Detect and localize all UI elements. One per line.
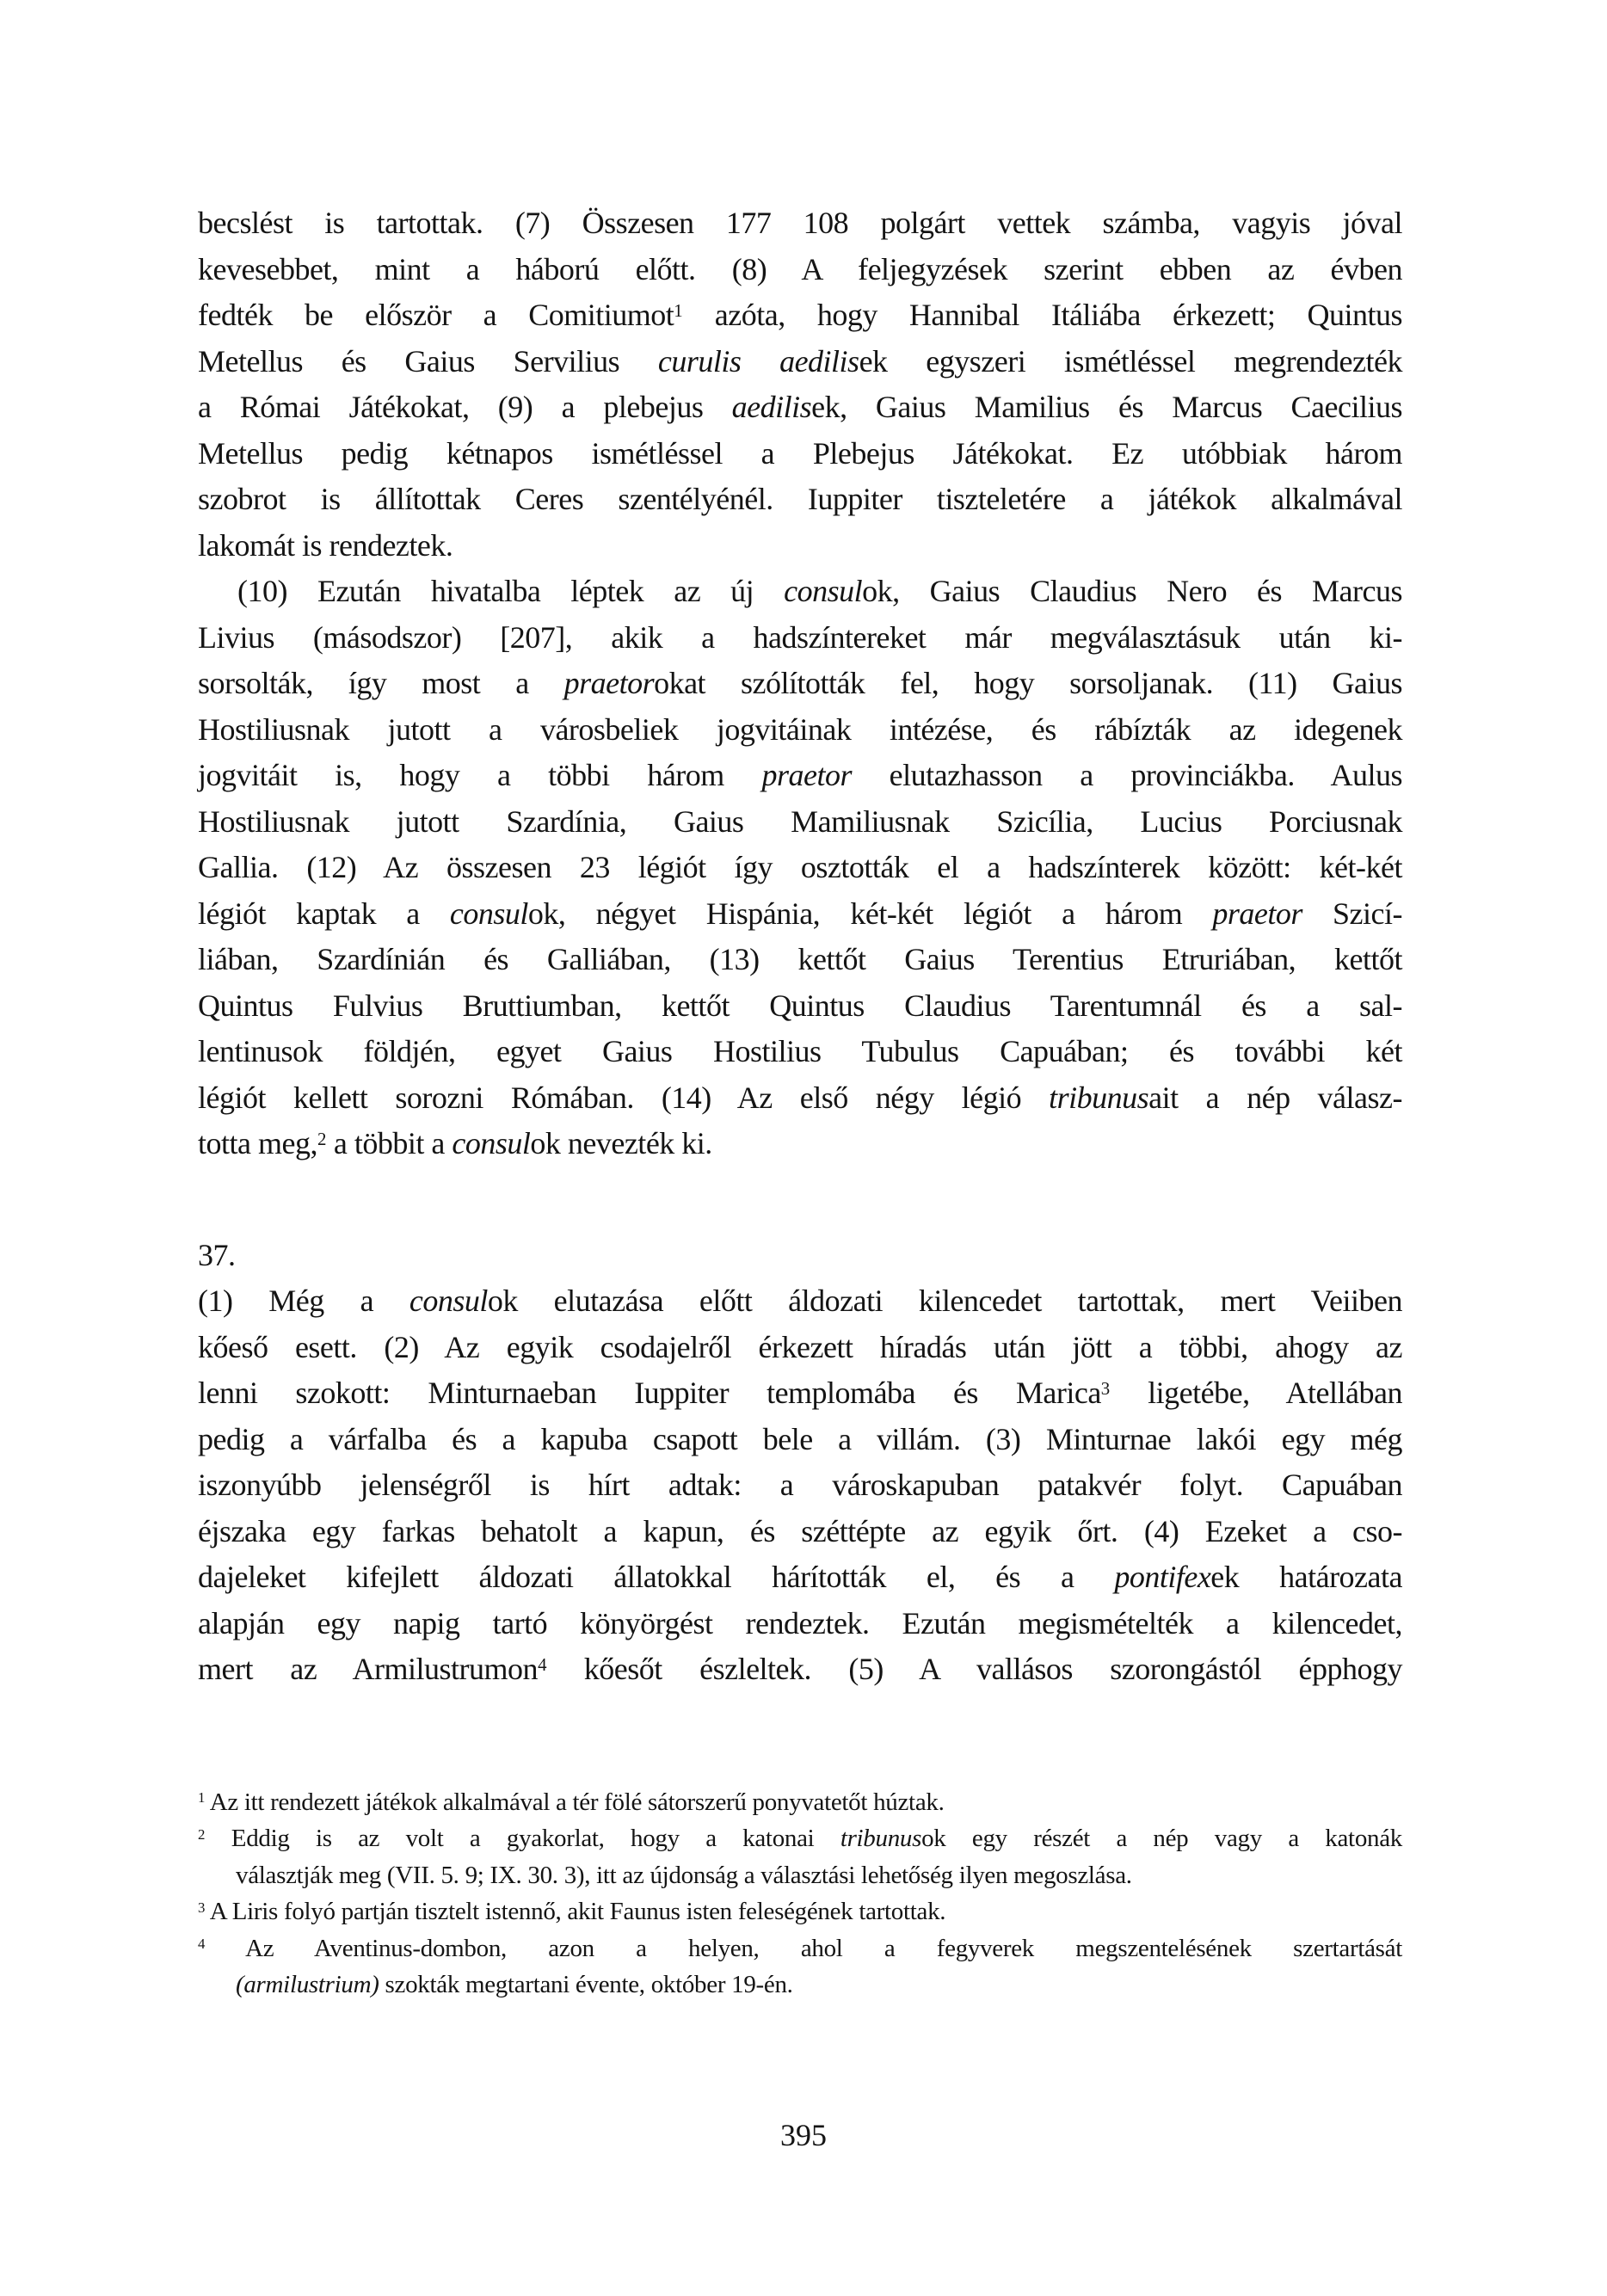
section-heading <box>198 1233 1402 1279</box>
text-run: ok, Gaius Claudius Nero és Marcus <box>862 574 1402 608</box>
text-run: kőesőt észleltek. (5) A vallásos szorongástól épphogy <box>546 1652 1403 1686</box>
text-run: ligetébe, Atellában <box>1110 1376 1402 1410</box>
latin-term: pontifex <box>1114 1560 1211 1594</box>
text-run: lakomát is rendeztek. <box>198 527 453 563</box>
text-run: fedték be először a Comitiumot <box>198 298 674 332</box>
latin-term: (armilustrium) <box>236 1971 379 1998</box>
text-line <box>198 1462 1402 1509</box>
text-line <box>198 1325 1402 1371</box>
text-line <box>198 1370 1402 1417</box>
text-line <box>198 1554 1402 1601</box>
text-run: Livius (másodszor) [207], akik a hadszíntereket már megválasztásuk után ki- <box>198 619 1402 655</box>
latin-term: praetor <box>761 758 852 792</box>
latin-term: consul <box>452 1126 531 1160</box>
text-run: sorsolták, így most a <box>198 666 564 700</box>
text-run: a Római Játékokat, (9) a plebejus <box>198 390 732 424</box>
text-line <box>198 937 1402 983</box>
latin-term: tribunus <box>1049 1080 1149 1115</box>
footnote-line <box>198 1930 1402 1967</box>
text-run: Metellus és Gaius Servilius <box>198 343 658 379</box>
latin-term: consul <box>784 574 863 608</box>
text-line <box>198 1509 1402 1555</box>
body-text <box>198 200 1402 1693</box>
text-run: ait a nép válasz- <box>1148 1080 1402 1115</box>
text-run: Quintus Fulvius Bruttiumban, kettőt Quintus Claudius Tarentumnál és a sal- <box>198 988 1402 1023</box>
footnote-line <box>198 1893 1402 1930</box>
text-line <box>198 1121 1402 1167</box>
text-run: azóta, hogy Hannibal Itáliába érkezett; Quintus <box>682 298 1403 332</box>
text-run: becslést is tartottak. (7) Összesen 177 108 polgárt vettek számba, vagyis jóval <box>198 206 1402 240</box>
text-run: jogvitáit is, hogy a többi három <box>198 758 762 792</box>
latin-term: praetor <box>563 666 655 700</box>
text-line <box>198 1417 1402 1463</box>
text-line <box>198 477 1402 523</box>
text-run: alapján egy napig tartó könyörgést rendeztek. Ezután megismételték a kilencedet, <box>198 1605 1402 1640</box>
text-run: Metellus pedig kétnapos ismétléssel a Plebejus Játékokat. Ez utóbbiak három <box>198 435 1402 471</box>
text-line <box>198 661 1402 707</box>
text-run: éjszaka egy farkas behatolt a kapun, és széttépte az egyik őrt. (4) Ezeket a cso- <box>198 1513 1402 1548</box>
text-line <box>198 569 1402 615</box>
text-run: lenni szokott: Minturnaeban Iuppiter templomába és Marica <box>198 1376 1101 1410</box>
text-run: ok egy részét a nép vagy a katonák <box>921 1825 1402 1852</box>
footnote-marker: 3 <box>198 1899 206 1916</box>
text-line <box>198 292 1402 339</box>
footnote-marker: 4 <box>198 1936 206 1953</box>
text-run: kevesebbet, mint a háború előtt. (8) A feljegyzések szerint ebben az évben <box>198 251 1402 286</box>
text-line <box>198 431 1402 477</box>
text-run: a többit a <box>326 1126 453 1160</box>
text-run: lentinusok földjén, egyet Gaius Hostilius Tubulus Capuában; és további két <box>198 1034 1402 1068</box>
footnote-marker: 1 <box>674 299 683 321</box>
text-line <box>198 200 1402 247</box>
text-line <box>198 1601 1402 1647</box>
text-run: Hostiliusnak jutott Szardínia, Gaius Mamiliusnak Szicília, Lucius Porciusnak <box>198 803 1402 839</box>
text-run: ek határozata <box>1210 1560 1402 1594</box>
footnotes <box>198 1784 1402 2004</box>
latin-term: tribunus <box>840 1825 922 1852</box>
text-run: elutazhasson a provinciákba. Aulus <box>851 758 1403 792</box>
text-run: liában, Szardínián és Galliában, (13) kettőt Gaius Terentius Etruriában, kettőt <box>198 942 1402 976</box>
text-run: Az Aventinus-dombon, azon a helyen, ahol a fegyverek megszentelésének szertartását <box>205 1934 1402 1962</box>
text-run: mert az Armilustrumon <box>198 1652 539 1686</box>
text-line <box>198 385 1402 431</box>
text-run: ok nevezték ki. <box>530 1126 712 1160</box>
text-line <box>198 247 1402 293</box>
footnote-marker: 3 <box>1100 1377 1111 1399</box>
footnote-line <box>198 1857 1402 1894</box>
text-line <box>198 1075 1402 1122</box>
latin-term: praetor <box>1212 896 1302 931</box>
text-run: (1) Még a <box>198 1283 409 1318</box>
footnote-line <box>198 1784 1402 1821</box>
footnote-line <box>198 1967 1402 2004</box>
text-line <box>198 523 1402 569</box>
latin-term: consul <box>409 1283 488 1318</box>
text-run: kőeső esett. (2) Az egyik csodajelről érkezett híradás után jött a többi, ahogy az <box>198 1329 1402 1364</box>
text-run: (10) Ezután hivatalba léptek az új <box>237 574 785 608</box>
text-run: A Liris folyó partján tisztelt istennő, akit Faunus isten feleségének tartottak. <box>205 1898 946 1925</box>
text-run: légiót kellett sorozni Rómában. (14) Az első négy légió <box>198 1080 1050 1115</box>
text-run: ek, Gaius Mamilius és Marcus Caecilius <box>811 390 1402 424</box>
text-line <box>198 1029 1402 1075</box>
footnote-line <box>198 1820 1402 1857</box>
text-run: Hostiliusnak jutott a városbeliek jogvitáinak intézése, és rábízták az idegenek <box>198 711 1402 747</box>
text-line <box>198 891 1402 938</box>
text-line <box>198 799 1402 846</box>
text-run: pedig a várfalba és a kapuba csapott bele a villám. (3) Minturnae lakói egy még <box>198 1421 1402 1456</box>
latin-term: aedilis <box>731 390 812 424</box>
text-run: választják meg (VII. 5. 9; IX. 30. 3), itt az újdonság a választási lehetőség ilyen megoszlása. <box>236 1861 1132 1889</box>
text-line <box>198 845 1402 891</box>
text-line <box>198 615 1402 662</box>
text-line <box>198 1278 1402 1325</box>
footnote-marker: 1 <box>198 1789 206 1807</box>
text-run: Gallia. (12) Az összesen 23 légiót így osztották el a hadszínterek között: két-két <box>198 850 1402 884</box>
text-run: 37. <box>198 1237 236 1272</box>
text-run: légiót kaptak a <box>198 896 450 931</box>
text-line <box>198 983 1402 1030</box>
text-line <box>198 339 1402 385</box>
latin-term: curulis aedilis <box>657 343 859 379</box>
latin-term: consul <box>449 896 528 931</box>
text-line <box>198 707 1402 754</box>
text-run: szobrot is állítottak Ceres szentélyénél. Iuppiter tiszteletére a játékok alkalmával <box>198 482 1402 516</box>
text-run: iszonyúbb jelenségről is hírt adtak: a városkapuban patakvér folyt. Capuában <box>198 1468 1402 1502</box>
text-run: ok, négyet Hispánia, két-két légiót a három <box>527 896 1213 931</box>
page-number: 395 <box>780 2118 827 2152</box>
text-run: dajeleket kifejlett áldozati állatokkal hárították el, és a <box>198 1560 1115 1594</box>
footnote-marker: 2 <box>198 1825 206 1843</box>
footnote-marker: 4 <box>538 1653 547 1675</box>
text-run: Eddig is az volt a gyakorlat, hogy a katonai <box>205 1825 840 1852</box>
text-run: totta meg, <box>198 1126 317 1160</box>
text-line <box>198 753 1402 799</box>
text-run: okat szólították fel, hogy sorsoljanak. (11) Gaius <box>654 666 1402 700</box>
text-run: szokták megtartani évente, október 19-én. <box>379 1971 793 1998</box>
text-run: Az itt rendezett játékok alkalmával a tér fölé sátorszerű ponyvatetőt húztak. <box>205 1788 945 1816</box>
text-run: ok elutazása előtt áldozati kilencedet tartottak, mert Veiiben <box>487 1283 1402 1318</box>
text-line <box>198 1647 1402 1693</box>
text-run: Szicí- <box>1302 896 1403 931</box>
footnote-marker: 2 <box>317 1128 327 1149</box>
text-run: ek egyszeri ismétléssel megrendezték <box>859 343 1402 379</box>
text-column <box>198 200 1402 2004</box>
